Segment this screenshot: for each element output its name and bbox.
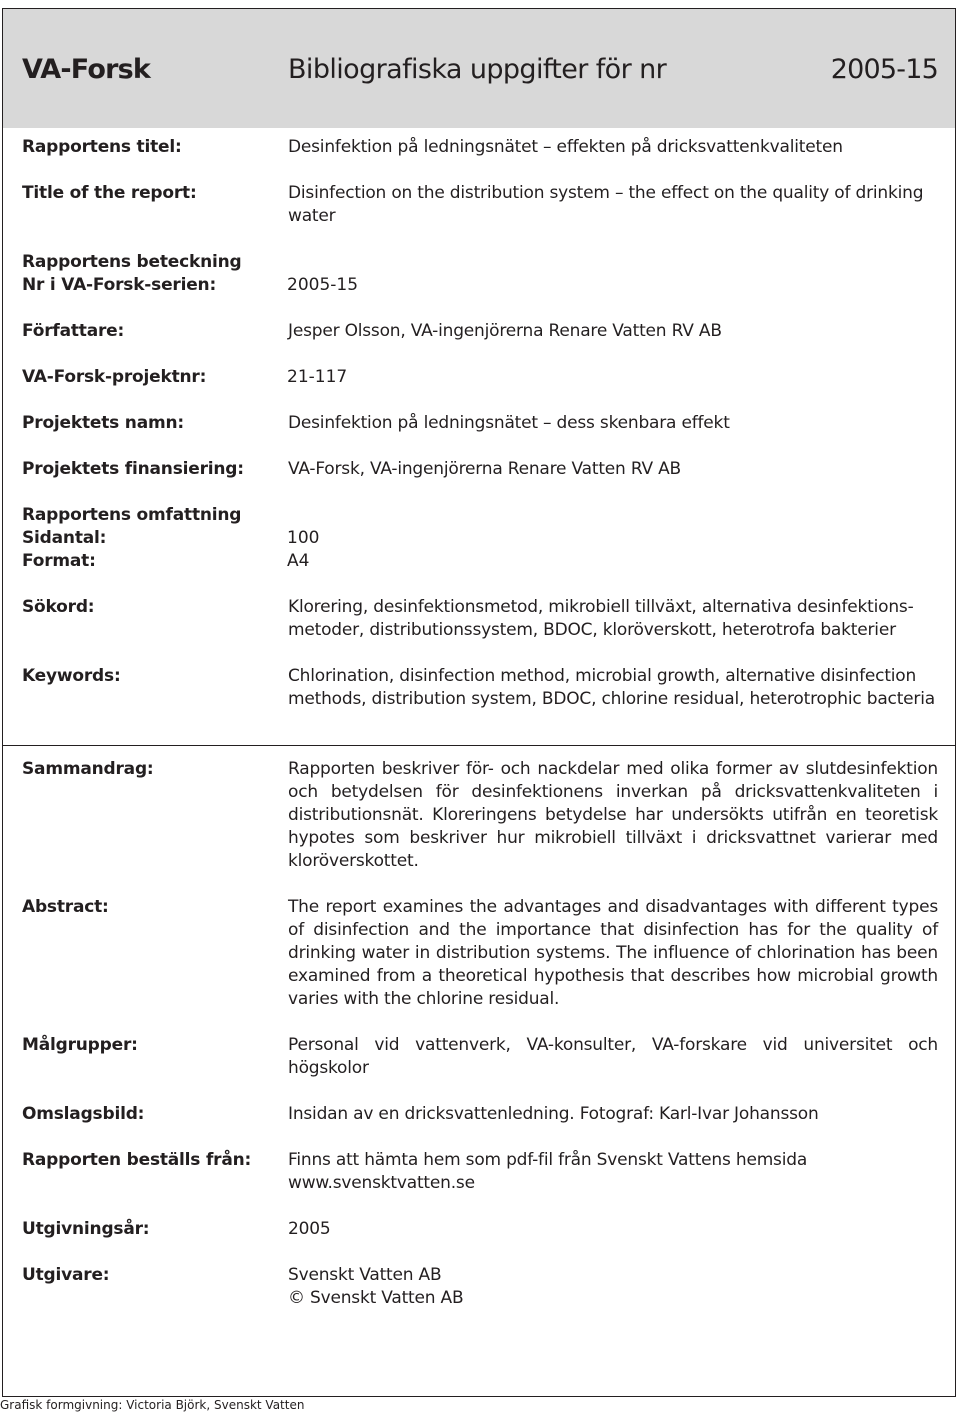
titel-value: Desinfektion på ledningsnätet – effekten på dricksvattenkvaliteten <box>288 137 843 157</box>
sidantal-label: Sidantal: <box>22 528 107 548</box>
report-number: 2005-15 <box>830 54 938 85</box>
utgivningsar-value: 2005 <box>288 1219 331 1239</box>
title-value-line1: Disinfection on the distribution system – the effect on the quality of drinking <box>288 183 924 203</box>
page-title: Bibliografiska uppgifter för nr <box>288 54 667 85</box>
titel-label: Rapportens titel: <box>22 137 182 157</box>
footer-credit: Grafisk formgivning: Victoria Björk, Svenskt Vatten <box>0 1398 305 1412</box>
sokord-line2: metoder, distributionssystem, BDOC, kloröverskott, heterotrofa bakterier <box>288 620 896 640</box>
nr-value: 2005-15 <box>287 275 359 295</box>
series-name: VA-Forsk <box>22 54 151 85</box>
utgivare-line2: © Svenskt Vatten AB <box>288 1288 464 1308</box>
title-value-line2: water <box>288 206 336 226</box>
beteckning-label: Rapportens beteckning <box>22 252 242 272</box>
utgivare-line1: Svenskt Vatten AB <box>288 1265 442 1285</box>
bestalls-label: Rapporten beställs från: <box>22 1150 252 1170</box>
sammandrag-label: Sammandrag: <box>22 759 154 779</box>
format-value: A4 <box>287 551 310 571</box>
keywords-line1: Chlorination, disinfection method, microbial growth, alternative disinfection <box>288 666 917 686</box>
abstract-text: The report examines the advantages and disadvantages with different types of disinfection and the importance that disinfection has for the quality of drinking water in distribution systems. The influence of chlorination has been examined from a theoretical hypothesis that describes how microbial growth varies with the chlorine residual. <box>288 897 938 1009</box>
title-label: Title of the report: <box>22 183 197 203</box>
omfattning-label: Rapportens omfattning <box>22 505 242 525</box>
sidantal-value: 100 <box>287 528 320 548</box>
utgivare-label: Utgivare: <box>22 1265 110 1285</box>
forfattare-value: Jesper Olsson, VA-ingenjörerna Renare Vatten RV AB <box>288 321 722 341</box>
projektnamn-label: Projektets namn: <box>22 413 184 433</box>
keywords-line2: methods, distribution system, BDOC, chlorine residual, heterotrophic bacteria <box>288 689 935 709</box>
malgrupper-label: Målgrupper: <box>22 1035 138 1055</box>
section-divider <box>3 745 955 746</box>
utgivningsar-label: Utgivningsår: <box>22 1219 150 1239</box>
forfattare-label: Författare: <box>22 321 125 341</box>
bestalls-line2: www.svensktvatten.se <box>288 1173 475 1193</box>
nr-label: Nr i VA-Forsk-serien: <box>22 275 217 295</box>
projektnr-value: 21-117 <box>287 367 348 387</box>
finansiering-label: Projektets finansiering: <box>22 459 244 479</box>
sokord-label: Sökord: <box>22 597 95 617</box>
finansiering-value: VA-Forsk, VA-ingenjörerna Renare Vatten RV AB <box>288 459 682 479</box>
abstract-label: Abstract: <box>22 897 109 917</box>
projektnamn-value: Desinfektion på ledningsnätet – dess skenbara effekt <box>288 413 730 433</box>
keywords-label: Keywords: <box>22 666 121 686</box>
projektnr-label: VA-Forsk-projektnr: <box>22 367 207 387</box>
omslagsbild-label: Omslagsbild: <box>22 1104 145 1124</box>
sokord-line1: Klorering, desinfektionsmetod, mikrobiell tillväxt, alternativa desinfektions- <box>288 597 914 617</box>
bestalls-line1: Finns att hämta hem som pdf-fil från Svenskt Vattens hemsida <box>288 1150 808 1170</box>
sammandrag-text: Rapporten beskriver för- och nackdelar med olika former av slutdesinfektion och betydelsen för desinfektionens inverkan på dricksvattenkvaliteten i distributionsnät. Kloreringens betydelse har undersökts utifrån en teoretisk hypotes som beskriver hur mikrobiell tillväxt i dricksvattnet varierar med kloröverskottet. <box>288 759 938 871</box>
malgrupper-text: Personal vid vattenverk, VA-konsulter, VA-forskare vid universitet och högskolor <box>288 1035 938 1078</box>
omslagsbild-value: Insidan av en dricksvattenledning. Fotograf: Karl-Ivar Johansson <box>288 1104 819 1124</box>
format-label: Format: <box>22 551 96 571</box>
